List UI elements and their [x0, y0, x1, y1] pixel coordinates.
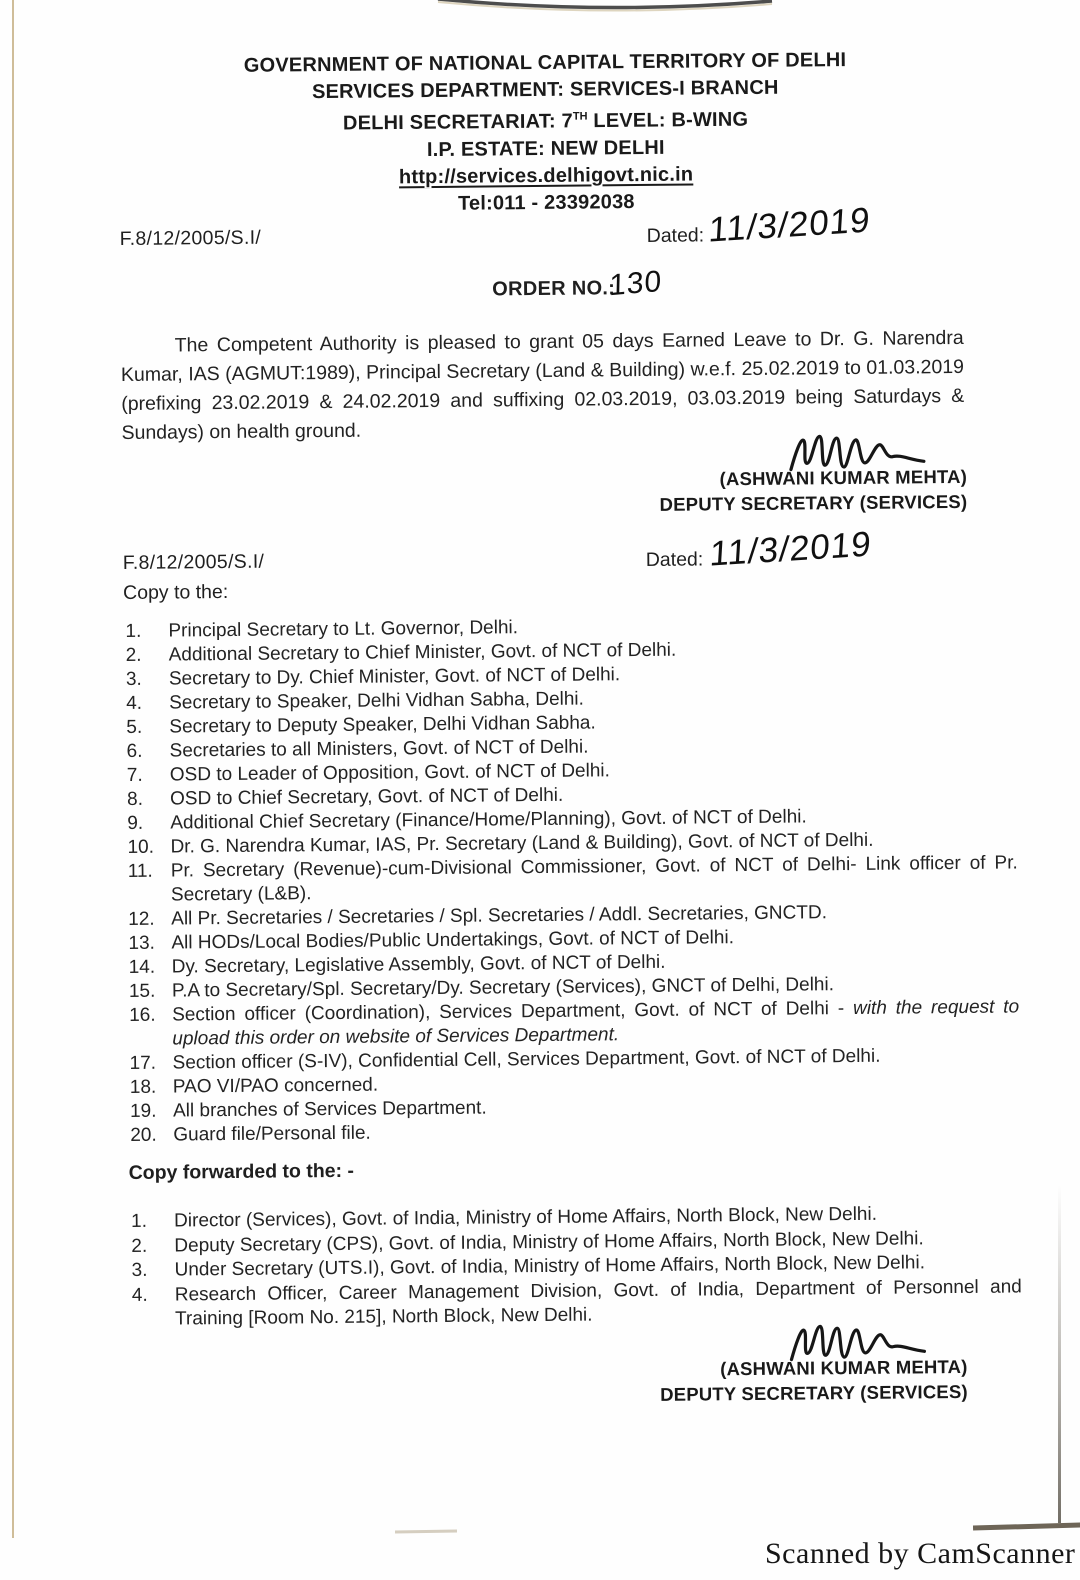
item-text: OSD to Chief Secretary, Govt. of NCT of Delhi. [169, 784, 564, 810]
copy-forwarded-label: Copy forwarded to the: - [128, 1159, 355, 1184]
item-text: Dr. G. Narendra Kumar, IAS, Pr. Secretary (Land & Building), Govt. of NCT of Delhi. [170, 829, 874, 858]
letterhead-line-3: DELHI SECRETARIAT: 7TH LEVEL: B-WING [342, 108, 749, 135]
file-number-bottom: F.8/12/2005/S.I/ [122, 550, 265, 574]
item-text: Pr. Secretary (Revenue)-cum-Divisional Commissioner, Govt. of NCT of Delhi- Link officer of Pr. Secretary (L&B). [170, 852, 1018, 906]
telephone-line: Tel:011 - 23392038 [457, 190, 635, 215]
item-text: Secretary to Dy. Chief Minister, Govt. of NCT of Delhi. [168, 664, 621, 690]
item-text: Section officer (S-IV), Confidential Cell, Services Department, Govt. of NCT of Delhi. [172, 1045, 881, 1074]
item-text: Secretaries to all Ministers, Govt. of NCT of Delhi. [169, 736, 589, 762]
item-number: 8. [126, 788, 144, 810]
copy-to-label: Copy to the: [122, 580, 229, 604]
item-number: 2. [125, 644, 142, 666]
order-number-label: ORDER NO.: [492, 277, 616, 301]
item-text: All Pr. Secretaries / Secretaries / Spl. Secretaries / Addl. Secretaries, GNCTD. [171, 902, 828, 930]
camscanner-watermark: Scanned by CamScanner [765, 1537, 1076, 1570]
copy-to-list [125, 611, 1020, 1148]
item-text: Guard file/Personal file. [173, 1122, 371, 1146]
item-text: Research Officer, Career Management Division, Govt. of India, Department of Personnel and Training [Room No. 215], North Block, New Delhi. [174, 1275, 1022, 1330]
signatory-title-bottom: DEPUTY SECRETARY (SERVICES) [660, 1380, 968, 1405]
letterhead-line-4: I.P. ESTATE: NEW DELHI [426, 136, 665, 161]
item-number: 11. [127, 860, 153, 882]
item-text: Director (Services), Govt. of India, Ministry of Home Affairs, North Block, New Delhi. [174, 1203, 878, 1232]
item-text: PAO VI/PAO concerned. [172, 1074, 379, 1098]
item-number: 7. [126, 764, 143, 786]
letterhead-line-2: SERVICES DEPARTMENT: SERVICES-I BRANCH [311, 76, 779, 104]
item-number: 17. [129, 1052, 157, 1074]
item-text: Section officer (Coordination), Services Department, Govt. of NCT of Delhi - with the request to upload this order on website of Services Department. [172, 996, 1020, 1050]
item-number: 4. [126, 692, 143, 714]
order-number-handwritten: 130 [608, 264, 663, 303]
letterhead-line-1: GOVERNMENT OF NATIONAL CAPITAL TERRITORY OF DELHI [243, 49, 847, 77]
item-number: 3. [131, 1259, 148, 1281]
item-number: 19. [129, 1100, 157, 1122]
signatory-name-bottom: (ASHWANI KUMAR MEHTA) [720, 1355, 968, 1380]
website-link: http://services.delhigovt.nic.in [398, 163, 694, 188]
item-text: Additional Chief Secretary (Finance/Home/Planning), Govt. of NCT of Delhi. [170, 806, 807, 834]
item-number: 12. [128, 908, 155, 930]
item-number: 9. [127, 812, 144, 834]
list-item [128, 851, 1018, 908]
item-number: 10. [127, 836, 155, 858]
list-item [129, 995, 1019, 1052]
copy-forwarded-list [131, 1201, 1022, 1332]
item-number: 15. [128, 980, 156, 1002]
item-text: All HODs/Local Bodies/Public Undertakings, Govt. of NCT of Delhi. [171, 927, 735, 954]
signature-block-top [607, 428, 968, 517]
item-text: Under Secretary (UTS.I), Govt. of India, Ministry of Home Affairs, North Block, New Delhi. [174, 1252, 926, 1281]
item-text: Deputy Secretary (CPS), Govt. of India, Ministry of Home Affairs, North Block, New Delhi. [174, 1227, 924, 1257]
item-number: 13. [128, 932, 155, 954]
item-number: 1. [125, 620, 142, 642]
item-text: OSD to Leader of Opposition, Govt. of NCT of Delhi. [169, 760, 610, 786]
signature-block-bottom [607, 1318, 968, 1407]
signatory-name-top: (ASHWANI KUMAR MEHTA) [719, 465, 968, 490]
signatory-title-top: DEPUTY SECRETARY (SERVICES) [659, 490, 968, 515]
item-number: 2. [131, 1235, 148, 1257]
item-number: 6. [126, 740, 143, 762]
item-number: 20. [130, 1124, 157, 1146]
letterhead [5, 45, 1080, 222]
item-number: 16. [129, 1004, 156, 1026]
item-number: 14. [128, 956, 156, 978]
handwritten-date-bottom: 11/3/2019 [708, 524, 873, 574]
item-number: 5. [126, 716, 143, 738]
item-text: All branches of Services Department. [172, 1097, 487, 1122]
item-text: Secretary to Speaker, Delhi Vidhan Sabha, Delhi. [169, 688, 584, 714]
file-number-top: F.8/12/2005/S.I/ [119, 226, 262, 251]
item-number: 3. [125, 668, 142, 690]
superscript-th: TH [572, 110, 588, 123]
item-text: Principal Secretary to Lt. Governor, Delhi. [168, 617, 519, 642]
handwritten-date-top: 11/3/2019 [707, 200, 872, 250]
item-number: 18. [129, 1076, 157, 1098]
item-text: Dy. Secretary, Legislative Assembly, Govt. of NCT of Delhi. [171, 951, 666, 978]
item-text: Additional Secretary to Chief Minister, Govt. of NCT of Delhi. [168, 639, 677, 666]
item-text: Secretary to Deputy Speaker, Delhi Vidhan Sabha. [169, 712, 596, 738]
order-body-paragraph: The Competent Authority is pleased to grant 05 days Earned Leave to Dr. G. Narendra Kumar, IAS (AGMUT:1989), Principal Secretary (Land & Building) w.e.f. 25.02.2019 to 01.03.2019 (prefixing 23.02.2019 & 24.02.2019 and suffixing 02.03.2019, 03.03.2019 being Saturdays & Sundays) on health ground. [120, 326, 965, 444]
dated-label-top: Dated: [646, 224, 705, 247]
item-number: 4. [131, 1284, 148, 1306]
item-number: 1. [131, 1210, 148, 1232]
dated-label-bottom: Dated: [645, 548, 704, 571]
item-text: P.A to Secretary/Spl. Secretary/Dy. Secretary (Services), GNCT of Delhi, Delhi. [171, 974, 835, 1002]
